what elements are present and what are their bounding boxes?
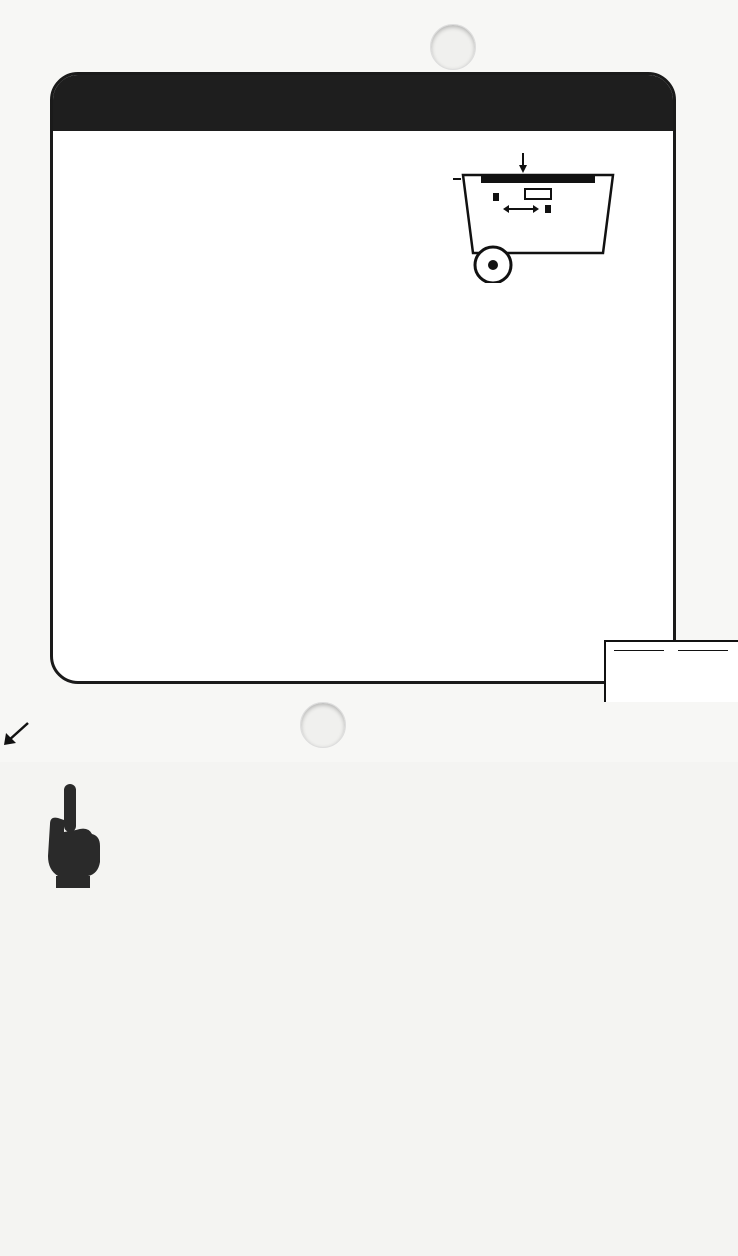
peel-corner[interactable] <box>0 625 95 755</box>
dez-box-1 <box>614 650 664 651</box>
arrow-down-left-icon <box>2 721 32 747</box>
hand-pointer-icon <box>44 784 104 888</box>
banner-title <box>53 75 673 131</box>
dez-box-2 <box>678 650 728 651</box>
vignette-main-panel <box>50 72 676 684</box>
windscreen-icon <box>453 153 623 283</box>
punch-hole-day <box>430 24 476 70</box>
dez-box-area <box>604 640 738 702</box>
punch-hole-month <box>300 702 346 748</box>
dez-year <box>614 650 664 651</box>
dez-year <box>678 650 728 651</box>
barcode <box>130 1082 580 1207</box>
